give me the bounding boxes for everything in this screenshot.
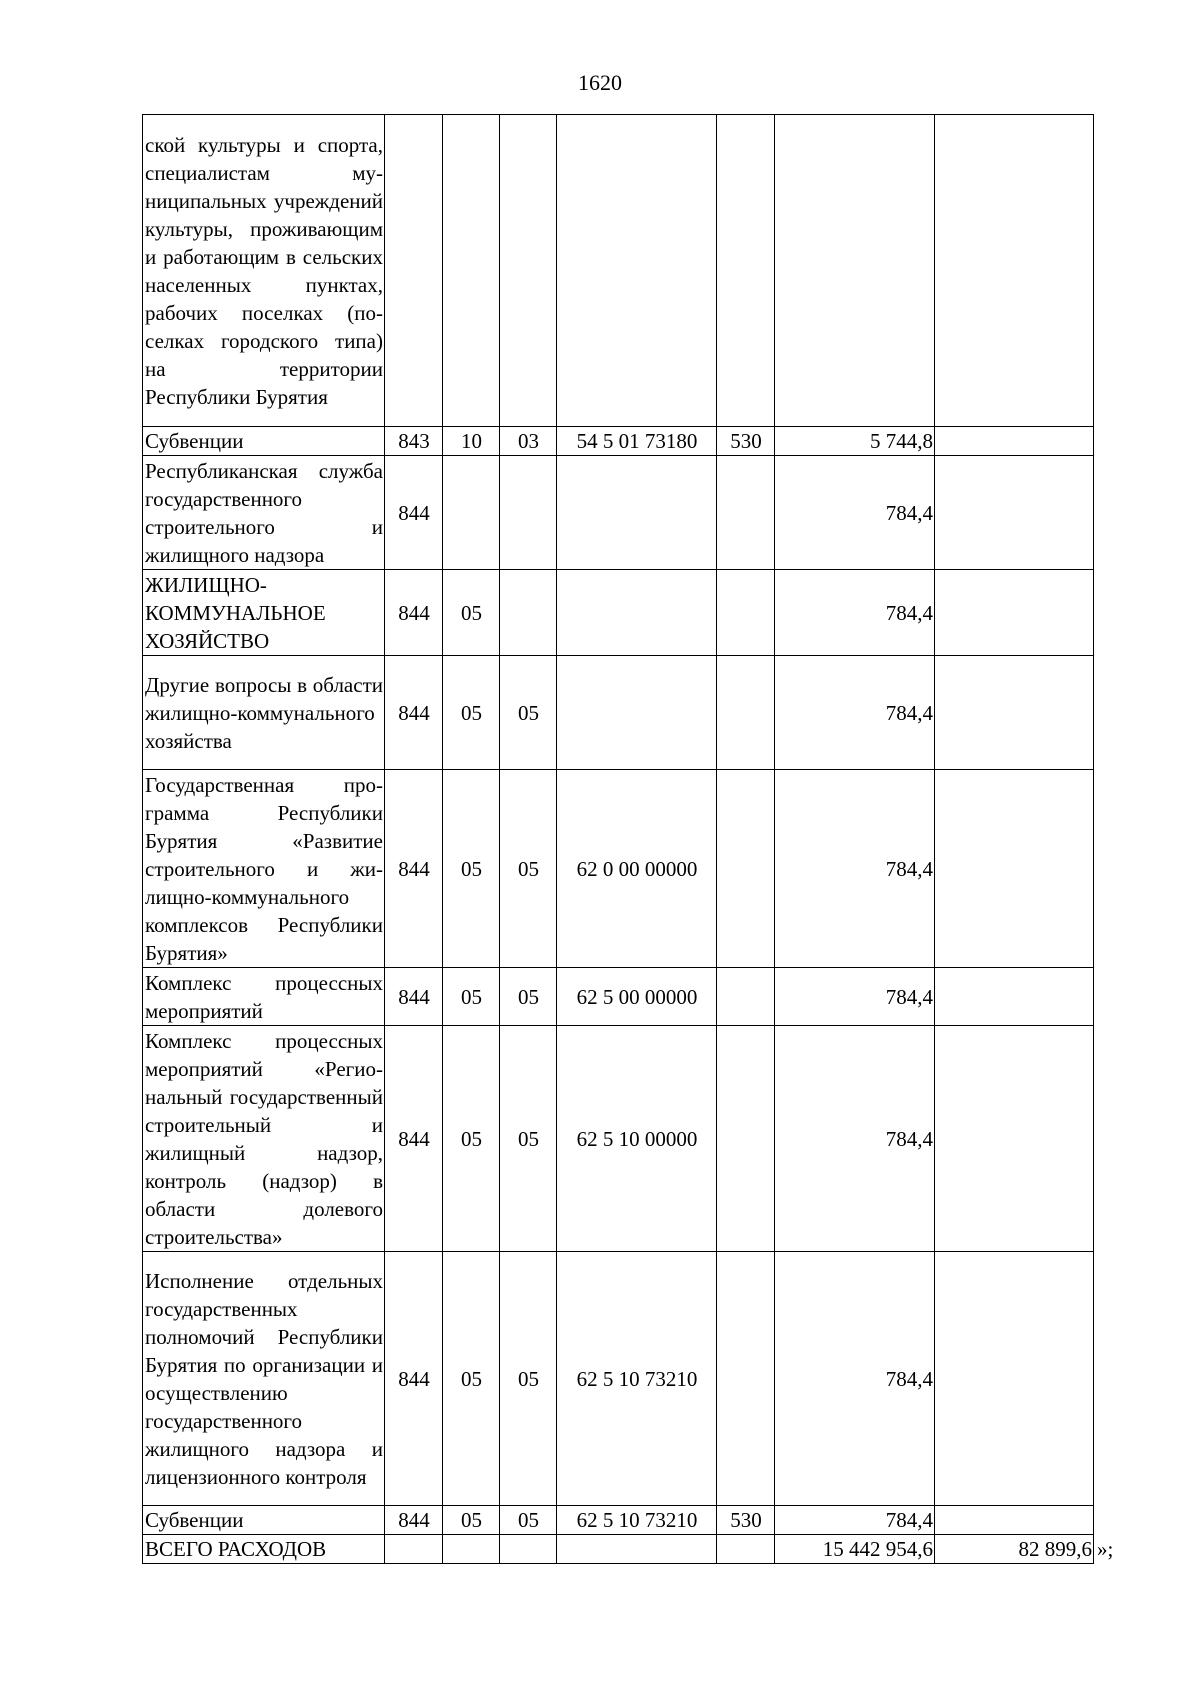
expense-type-code — [717, 570, 775, 656]
item-name: ской культуры и спорта, специалистам муниципальных учреждений культуры, проживающим и работающим в сельских населенных пунктах, рабочих поселках (поселках городского типа) на территории Республики Бурятия — [143, 115, 385, 427]
table-row — [143, 656, 1094, 770]
target-article-code: 62 5 10 00000 — [557, 1026, 717, 1252]
table-row — [143, 570, 1094, 656]
item-name: Исполнение отдельных государственных полномочий Республики Бурятия по организации и осуществлению государственного жилищного надзора и лицензионного контроля — [143, 1252, 385, 1506]
amount-federal — [935, 1252, 1094, 1506]
section-code: 10 — [443, 427, 500, 456]
table-row — [143, 1506, 1094, 1535]
table-row — [143, 1026, 1094, 1252]
amount-total: 784,4 — [775, 1026, 935, 1252]
subsection-code: 05 — [500, 1506, 557, 1535]
ministry-code — [385, 115, 443, 427]
amount-federal — [935, 570, 1094, 656]
amount-federal — [935, 427, 1094, 456]
subsection-code: 05 — [500, 656, 557, 770]
item-name: ЖИЛИЩНО-КОММУНАЛЬНОЕ ХОЗЯЙСТВО — [143, 570, 385, 656]
expense-type-code — [717, 770, 775, 968]
item-name: Государственная программа Республики Бурятия «Развитие строительного и жилищно-коммунального комплексов Республики Бурятия» — [143, 770, 385, 968]
amount-federal: 82 899,6 — [935, 1535, 1094, 1564]
subsection-code: 03 — [500, 427, 557, 456]
ministry-code: 844 — [385, 1506, 443, 1535]
ministry-code: 844 — [385, 656, 443, 770]
ministry-code — [385, 1535, 443, 1564]
amount-federal — [935, 456, 1094, 570]
section-code: 05 — [443, 570, 500, 656]
table-row — [143, 968, 1094, 1026]
target-article-code: 62 5 00 00000 — [557, 968, 717, 1026]
expenditure-table — [142, 114, 1094, 1564]
amount-federal — [935, 656, 1094, 770]
section-code: 05 — [443, 1252, 500, 1506]
section-code: 05 — [443, 770, 500, 968]
amount-total: 784,4 — [775, 1252, 935, 1506]
subsection-code: 05 — [500, 770, 557, 968]
expense-type-code — [717, 1535, 775, 1564]
expense-type-code — [717, 656, 775, 770]
expense-type-code: 530 — [717, 427, 775, 456]
subsection-code — [500, 1535, 557, 1564]
target-article-code: 62 5 10 73210 — [557, 1252, 717, 1506]
ministry-code: 844 — [385, 968, 443, 1026]
expense-type-code: 530 — [717, 1506, 775, 1535]
subsection-code — [500, 570, 557, 656]
table-row — [143, 1535, 1094, 1564]
section-code: 05 — [443, 968, 500, 1026]
section-code: 05 — [443, 1026, 500, 1252]
amount-total: 784,4 — [775, 656, 935, 770]
target-article-code — [557, 570, 717, 656]
section-code — [443, 456, 500, 570]
ministry-code: 844 — [385, 570, 443, 656]
subsection-code: 05 — [500, 1026, 557, 1252]
amount-total: 784,4 — [775, 968, 935, 1026]
amount-federal — [935, 1026, 1094, 1252]
table-row — [143, 115, 1094, 427]
ministry-code: 844 — [385, 1252, 443, 1506]
target-article-code — [557, 115, 717, 427]
item-name: Комплекс процессных мероприятий «Региональный государственный строительный и жилищный надзор, контроль (надзор) в области долевого строительства» — [143, 1026, 385, 1252]
table-row — [143, 456, 1094, 570]
target-article-code — [557, 1535, 717, 1564]
target-article-code: 62 5 10 73210 — [557, 1506, 717, 1535]
item-name: Другие вопросы в области жилищно-коммунального хозяйства — [143, 656, 385, 770]
page-number: 1620 — [578, 70, 622, 95]
section-code — [443, 115, 500, 427]
amount-total: 784,4 — [775, 1506, 935, 1535]
amount-total — [775, 115, 935, 427]
ministry-code: 844 — [385, 1026, 443, 1252]
section-code: 05 — [443, 1506, 500, 1535]
amount-federal — [935, 115, 1094, 427]
subsection-code — [500, 456, 557, 570]
amount-federal — [935, 1506, 1094, 1535]
closing-quote-mark: »; — [1097, 1537, 1114, 1561]
subsection-code: 05 — [500, 1252, 557, 1506]
subsection-code: 05 — [500, 968, 557, 1026]
amount-total: 784,4 — [775, 456, 935, 570]
expense-type-code — [717, 115, 775, 427]
item-name: Республиканская служба государственного строительного и жилищного надзора — [143, 456, 385, 570]
target-article-code — [557, 656, 717, 770]
ministry-code: 843 — [385, 427, 443, 456]
item-name: Субвенции — [143, 1506, 385, 1535]
item-name: ВСЕГО РАСХОДОВ — [143, 1535, 385, 1564]
amount-total: 5 744,8 — [775, 427, 935, 456]
expense-type-code — [717, 456, 775, 570]
amount-federal — [935, 770, 1094, 968]
expense-type-code — [717, 968, 775, 1026]
table-row — [143, 1252, 1094, 1506]
subsection-code — [500, 115, 557, 427]
amount-total: 784,4 — [775, 570, 935, 656]
amount-total: 15 442 954,6 — [775, 1535, 935, 1564]
target-article-code — [557, 456, 717, 570]
target-article-code: 54 5 01 73180 — [557, 427, 717, 456]
ministry-code: 844 — [385, 770, 443, 968]
item-name: Субвенции — [143, 427, 385, 456]
table-row — [143, 427, 1094, 456]
table-row — [143, 770, 1094, 968]
section-code: 05 — [443, 656, 500, 770]
target-article-code: 62 0 00 00000 — [557, 770, 717, 968]
expense-type-code — [717, 1252, 775, 1506]
amount-federal — [935, 968, 1094, 1026]
amount-total: 784,4 — [775, 770, 935, 968]
expense-type-code — [717, 1026, 775, 1252]
section-code — [443, 1535, 500, 1564]
ministry-code: 844 — [385, 456, 443, 570]
item-name: Комплекс процессных мероприятий — [143, 968, 385, 1026]
